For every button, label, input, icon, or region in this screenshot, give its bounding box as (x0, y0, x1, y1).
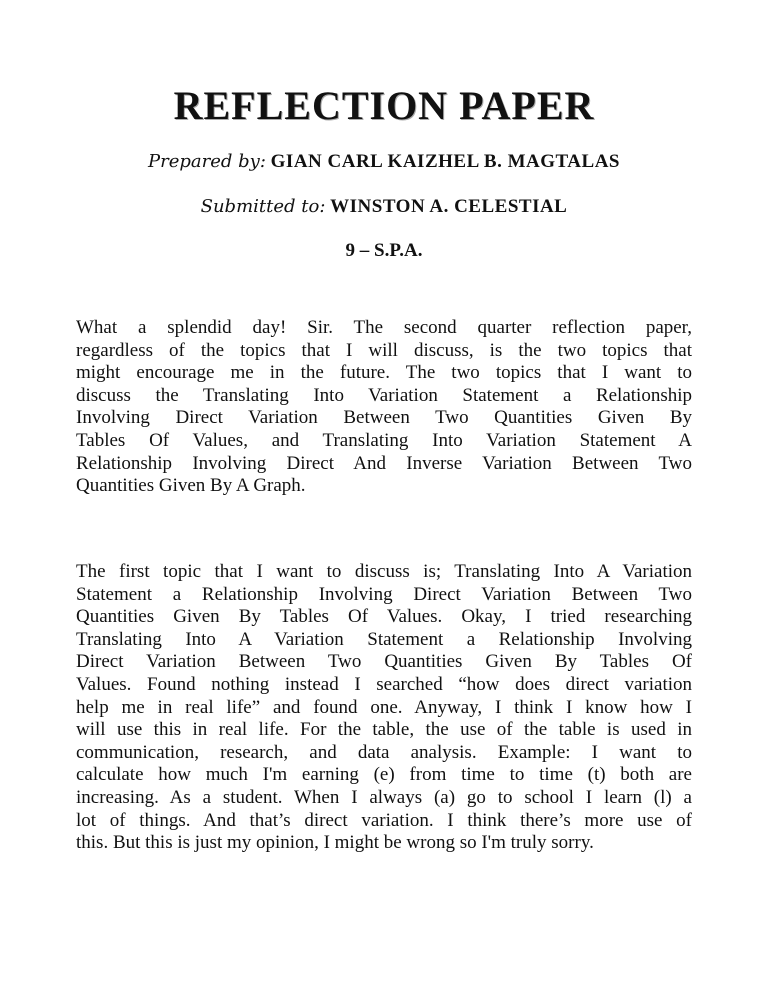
text-line: Values. Found nothing instead I searched “how does direct variation (76, 673, 692, 695)
text-line: Quantities Given By Tables Of Values. Okay, I tried researching (76, 606, 692, 628)
text-line: might encourage me in the future. The two topics that I want to (76, 362, 692, 384)
text-line: communication, research, and data analysis. Example: I want to (76, 741, 692, 763)
section: 9 – S.P.A. (345, 240, 423, 261)
text-line: What a splendid day! Sir. The second quarter reflection paper, (76, 317, 692, 338)
text-line: will use this in real life. For the table, the use of the table is used in (76, 719, 692, 741)
author-name: GIAN CARL KAIZHEL B. MAGTALAS (270, 151, 620, 172)
page-title: REFLECTION PAPER (173, 83, 595, 128)
submitted-to (0, 196, 768, 218)
text-line: Relationship Involving Direct And Inverse Variation Between Two (76, 452, 692, 474)
prepared-by-label: Prepared by: (148, 151, 266, 172)
text-line: this. But this is just my opinion, I might be wrong so I'm truly sorry. (76, 832, 594, 854)
text-line: Quantities Given By A Graph. (76, 475, 306, 497)
text-line: discuss the Translating Into Variation Statement a Relationship (76, 384, 692, 406)
text-line: Tables Of Values, and Translating Into Variation Statement A (76, 429, 692, 451)
text-line: increasing. As a student. When I always (a) go to school I learn (l) a (76, 786, 692, 808)
text-line: Involving Direct Variation Between Two Quantities Given By (76, 407, 692, 429)
text-line: The first topic that I want to discuss is; Translating Into A Variation (76, 561, 692, 582)
text-line: calculate how much I'm earning (e) from time to time (t) both are (76, 764, 692, 786)
teacher-name: WINSTON A. CELESTIAL (330, 196, 568, 217)
paragraph-intro (76, 317, 692, 498)
paragraph-first-topic (76, 561, 692, 855)
submitted-to-label: Submitted to: (200, 196, 326, 217)
text-line: Direct Variation Between Two Quantities Given By Tables Of (76, 651, 692, 673)
text-line: lot of things. And that’s direct variation. I think there’s more use of (76, 809, 692, 831)
prepared-by (0, 151, 768, 173)
text-line: Translating Into A Variation Statement a Relationship Involving (76, 628, 692, 650)
text-line: help me in real life” and found one. Anyway, I think I know how I (76, 696, 692, 718)
text-line: Statement a Relationship Involving Direct Variation Between Two (76, 583, 692, 605)
text-line: regardless of the topics that I will discuss, is the two topics that (76, 339, 692, 361)
